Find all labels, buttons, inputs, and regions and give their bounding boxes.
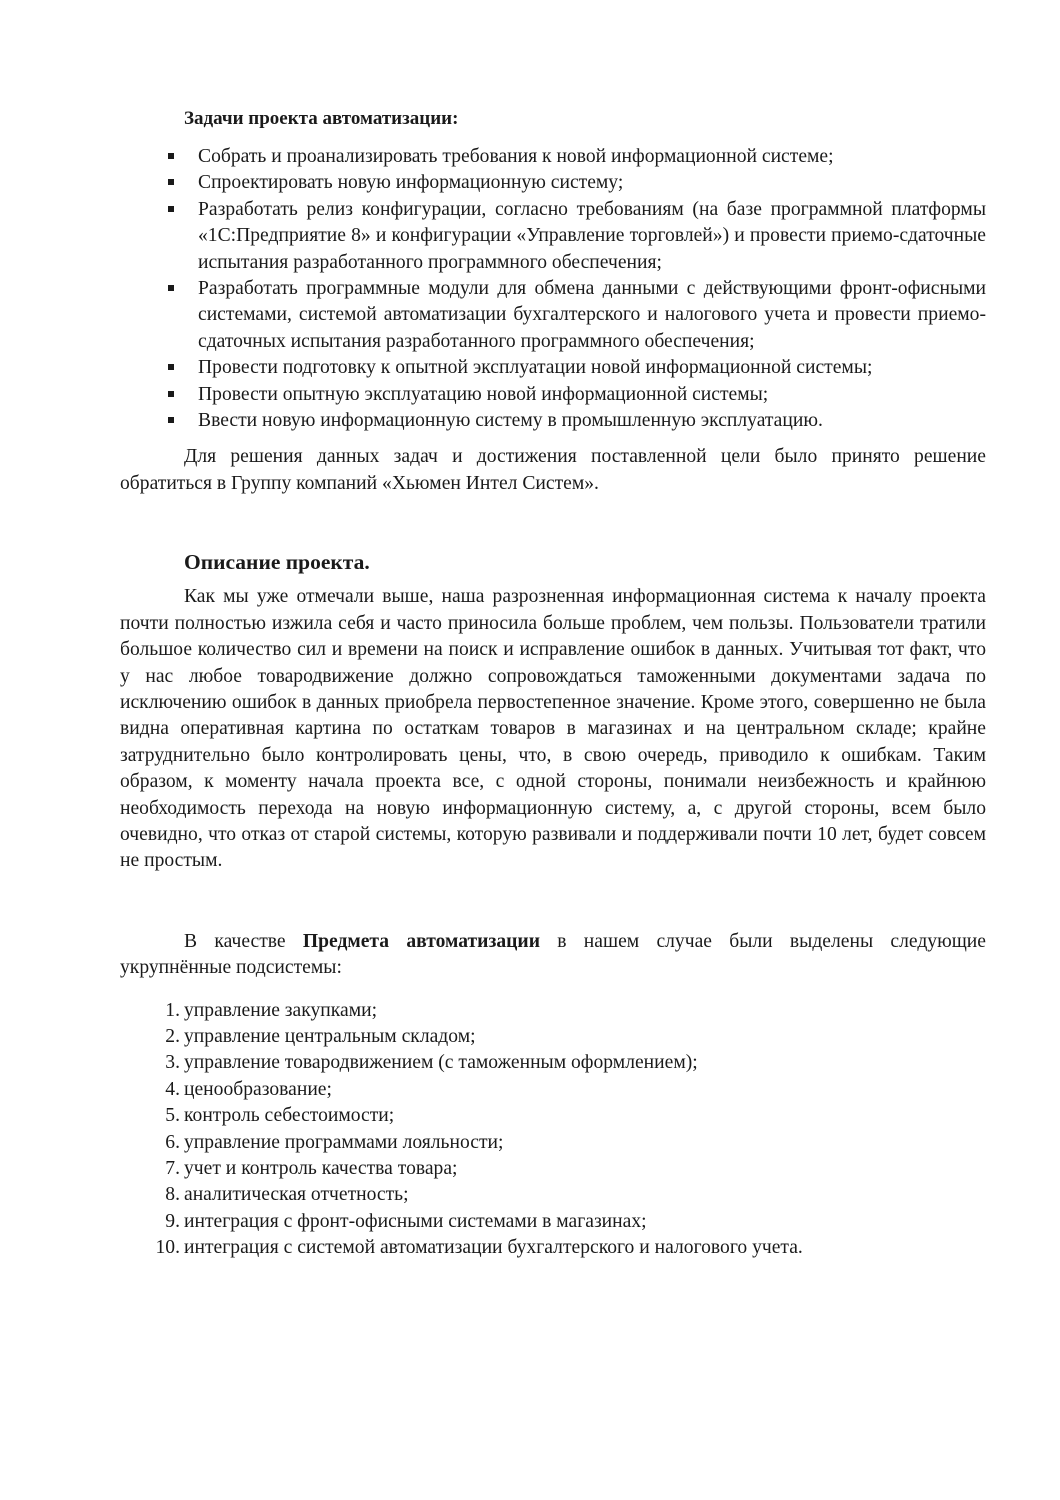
page-content [120,104,986,1262]
subject-term: Предмета автоматизации [302,930,540,952]
subsystem-text: управление центральным складом; [184,1025,476,1047]
list-item [120,1209,986,1235]
bullet-icon [168,153,174,159]
subject-paragraph [120,929,986,982]
subsystem-text: управление программами лояльности; [184,1131,504,1153]
list-item [120,382,986,408]
subject-text-after: в нашем случае были выделены следующие укрупнённые подсистемы: [120,930,986,979]
list-item [120,1156,986,1182]
tasks-heading: Задачи проекта автоматизации: [184,108,459,129]
task-text: Разработать релиз конфигурации, согласно требованиям (на базе программной платформы «1С:Предприятие 8» и конфигурации «Управление торговлей») и провести приемо-сдаточные испытания разработанного программного обеспечения; [198,198,986,273]
list-item [120,1050,986,1076]
description-title: Описание проекта. [184,550,370,575]
item-number: 3. [165,1052,180,1074]
task-text: Спроектировать новую информационную систему; [198,172,624,194]
item-number: 6. [165,1131,180,1153]
task-text: Разработать программные модули для обмена данными с действующими фронт-офисными системами, системой автоматизации бухгалтерского и налогового учета и провести приемо-сдаточных испытания разработанного программного обеспечения; [198,278,986,352]
tasks-list [120,144,986,434]
bullet-icon [168,206,174,212]
bullet-icon [168,285,174,291]
task-text: Провести опытную эксплуатацию новой информационной системы; [198,383,769,405]
list-item [120,998,986,1024]
subsystem-text: контроль себестоимости; [184,1105,395,1127]
list-item [120,144,986,170]
subsystem-text: управление закупками; [184,999,378,1021]
item-number: 1. [165,999,180,1021]
item-number: 2. [165,1025,180,1047]
task-text: Ввести новую информационную систему в промышленную эксплуатацию. [198,410,823,432]
list-item [120,1235,986,1261]
description-paragraph: Как мы уже отмечали выше, наша разрозненная информационная система к началу проекта почти полностью изжила себя и часто приносила больше проблем, чем пользы. Пользователи тратили большое количество сил и времени на поиск и исправление ошибок в данных. Учитывая тот факт, что у нас любое товародвижение должно сопровождаться таможенными документами задача по исключению ошибок в данных приобрела первостепенное значение. Кроме этого, совершенно не была видна оперативная картина по остаткам товаров в магазинах и на центральном складе; крайне затруднительно было контролировать цены, что, в свою очередь, приводило к ошибкам. Таким образом, к моменту начала проекта все, с одной стороны, понимали неизбежность и крайнюю необходимость перехода на новую информационную систему, а, с другой стороны, всем было очевидно, что отказ от старой системы, которую развивали и поддерживали почти 10 лет, будет совсем не простым. [120,586,986,872]
subsystem-text: интеграция с фронт-офисными системами в магазинах; [184,1210,647,1232]
list-item [120,276,986,355]
subsystem-text: управление товародвижением (с таможенным оформлением); [184,1052,698,1074]
item-number: 8. [165,1184,180,1206]
list-item [120,1182,986,1208]
bullet-icon [168,179,174,185]
item-number: 10. [155,1237,180,1259]
task-text: Провести подготовку к опытной эксплуатации новой информационной системы; [198,357,873,379]
bullet-icon [168,364,174,370]
bullet-icon [168,417,174,423]
subsystem-text: аналитическая отчетность; [184,1184,409,1206]
list-item [120,355,986,381]
item-number: 9. [165,1210,180,1232]
list-item [120,408,986,434]
item-number: 7. [165,1158,180,1179]
subsystem-text: учет и контроль качества товара; [184,1158,458,1179]
list-item [120,1103,986,1129]
list-item [120,1024,986,1050]
subsystem-text: ценообразование; [184,1078,332,1100]
list-item [120,1130,986,1156]
list-item [120,197,986,276]
task-text: Собрать и проанализировать требования к новой информационной системе; [198,146,834,167]
decision-paragraph: Для решения данных задач и достижения поставленной цели было принято решение обратиться в Группу компаний «Хьюмен Интел Систем». [120,446,986,494]
item-number: 5. [165,1105,180,1127]
item-number: 4. [165,1078,180,1100]
subsystem-text: интеграция с системой автоматизации бухгалтерского и налогового учета. [184,1237,803,1259]
list-item [120,1077,986,1103]
list-item [120,170,986,196]
subsystems-list [120,998,986,1262]
subject-text-before: В качестве [184,930,303,952]
bullet-icon [168,391,174,397]
